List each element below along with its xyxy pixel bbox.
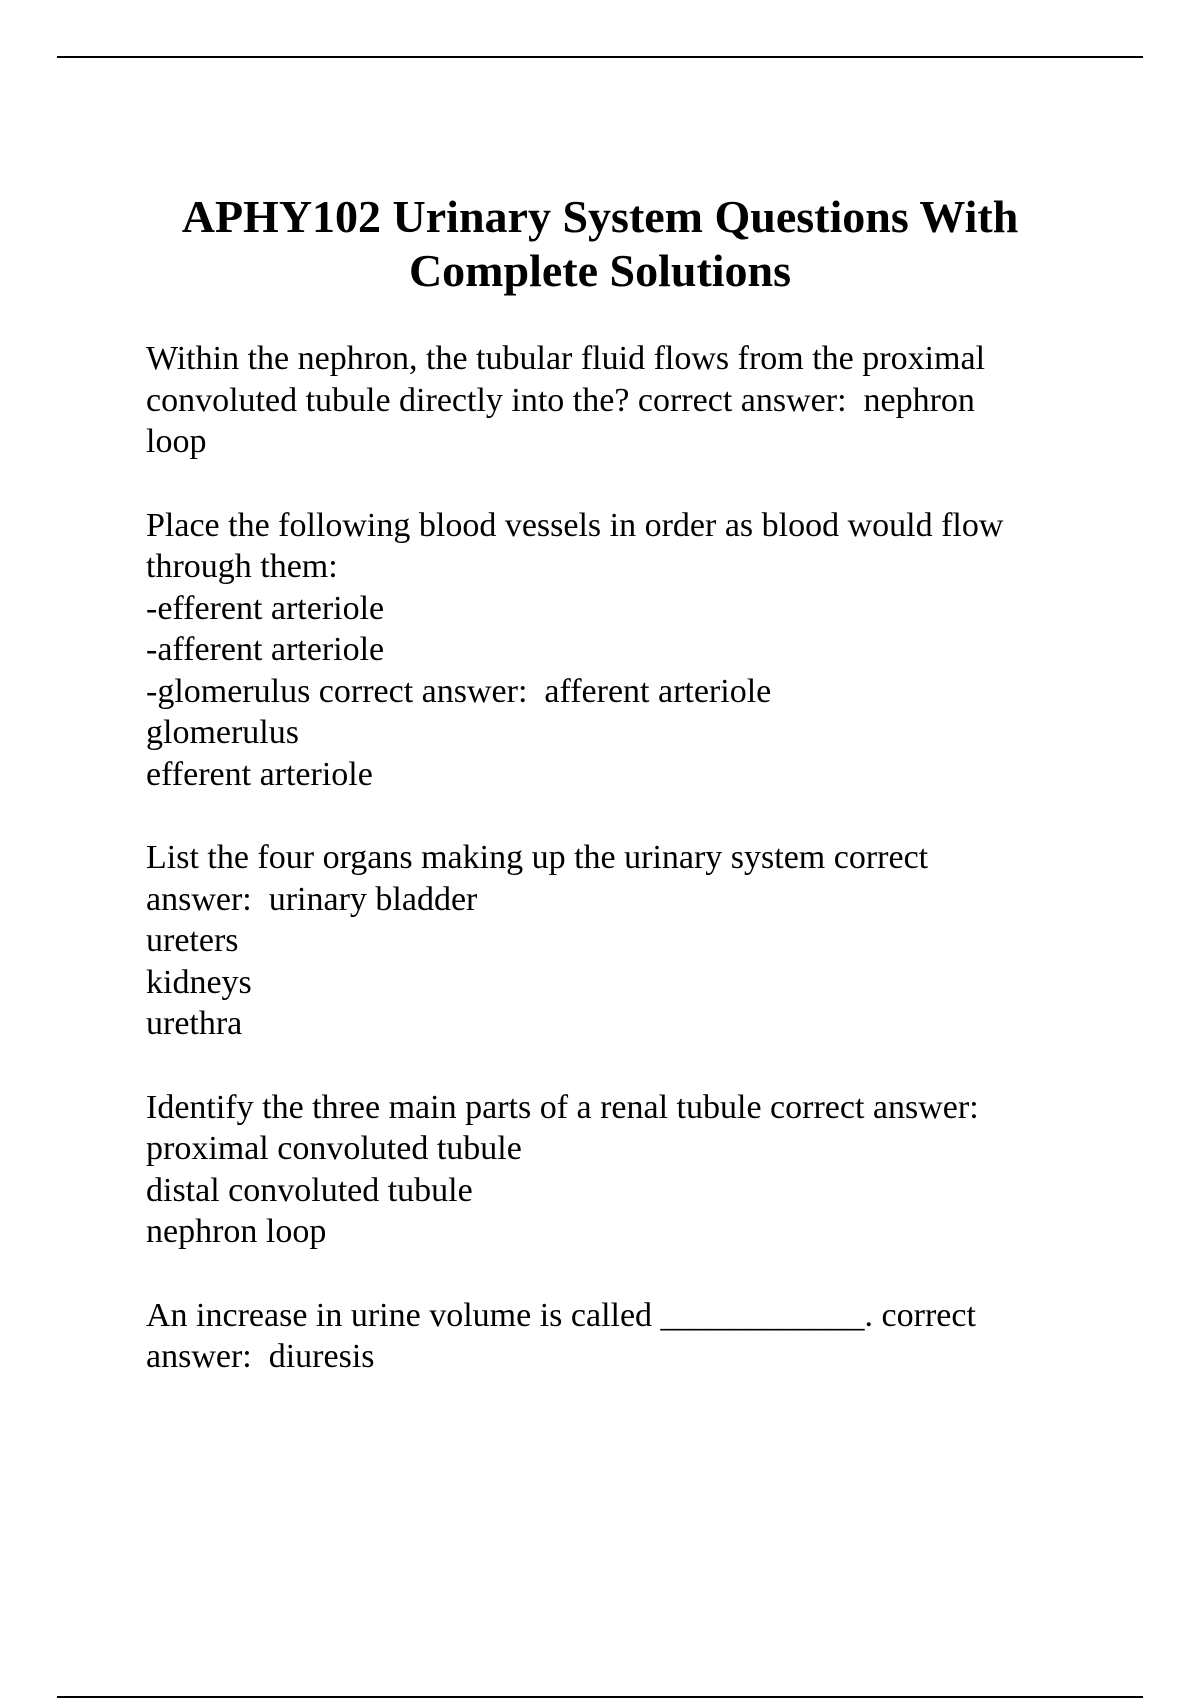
title-line-1: APHY102 Urinary System Questions With	[181, 191, 1019, 242]
qa-line: loop	[146, 423, 207, 460]
qa-line: glomerulus	[146, 714, 299, 751]
qa-line: convoluted tubule directly into the? correct answer: nephron	[146, 381, 975, 419]
qa-line: answer: diuresis	[146, 1338, 375, 1375]
qa-line: distal convoluted tubule	[146, 1171, 473, 1209]
qa-entry-3	[146, 837, 1086, 1045]
qa-line: Place the following blood vessels in order as blood would flow	[146, 506, 1004, 544]
qa-line: List the four organs making up the urinary system correct	[146, 839, 929, 876]
qa-entry-4	[146, 1087, 1086, 1253]
qa-line: Identify the three main parts of a renal tubule correct answer:	[146, 1088, 979, 1126]
qa-line: efferent arteriole	[146, 755, 373, 793]
qa-line: urethra	[146, 1005, 243, 1042]
qa-line: -afferent arteriole	[146, 631, 385, 668]
header-rule	[57, 56, 1143, 58]
document-title	[100, 190, 1100, 298]
qa-line: proximal convoluted tubule	[146, 1130, 522, 1167]
footer-rule	[57, 1696, 1143, 1698]
qa-line: -glomerulus correct answer: afferent arteriole	[146, 672, 772, 710]
qa-entry-1	[146, 338, 1086, 463]
qa-line: ureters	[146, 922, 239, 959]
qa-line: nephron loop	[146, 1213, 327, 1250]
qa-line: An increase in urine volume is called ____________. correct	[146, 1296, 976, 1334]
qa-line: -efferent arteriole	[146, 589, 385, 627]
title-line-2: Complete Solutions	[408, 245, 792, 296]
qa-entry-2	[146, 505, 1086, 796]
qa-line: Within the nephron, the tubular fluid flows from the proximal	[146, 340, 986, 377]
qa-list	[146, 338, 1086, 1420]
qa-line: answer: urinary bladder	[146, 880, 478, 918]
qa-line: kidneys	[146, 963, 252, 1001]
qa-line: through them:	[146, 548, 338, 585]
qa-entry-5	[146, 1295, 1086, 1378]
